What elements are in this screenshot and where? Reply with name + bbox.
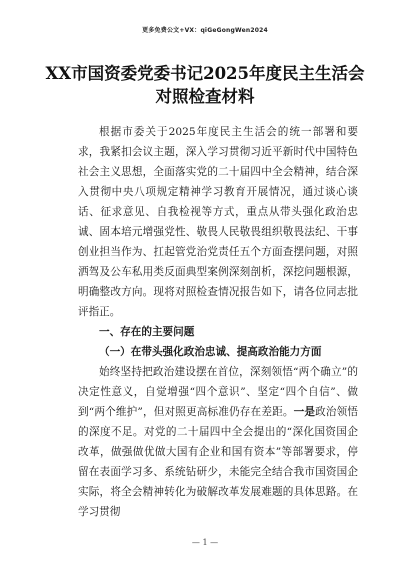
problems-text-before: 始终坚持把政治建设摆在首位，深刻领悟“两个确立”的决定性意义，自觉增强“四个意识”、坚定“四个自信”、做到“两个维护”，但对照更高标准仍存在差距。 (78, 366, 358, 418)
document-title: XX市国资委党委书记2025年度民主生活会对照检查材料 (45, 64, 365, 106)
section-heading-problems: 一、存在的主要问题 (99, 326, 195, 338)
page-number: — 1 — (191, 538, 219, 547)
intro-paragraph: 根据市委关于2025年度民主生活会的统一部署和要求，我紧扣会议主题，深入学习贯彻习近平新时代中国特色社会主义思想，全面落实党的二十届四中全会精神，结合深入贯彻中央八项规定精神学习教育开展情况，通过谈心谈话、征求意见、自我检视等方式，重点从带头强化政治忠诚、固本培元增强党性、敬畏人民敬畏组织敬畏法纪、干事创业担当作为、扛起管党治党责任五个方面查摆问题，对照洒驾及公车私用类反面典型案例深刻剖析，深挖问题根源，明确整改方向。现将对照检查情况报告如下，请各位同志批评指正。 (78, 126, 358, 318)
header-watermark: 更多免费公文+VX：qiGeGongWen2024 (142, 27, 268, 34)
subsection-heading-political-loyalty: （一）在带头强化政治忠诚、提高政治能力方面 (99, 346, 322, 358)
problems-paragraph (78, 362, 358, 522)
intro-block (78, 122, 358, 322)
point-marker-first: 一是 (293, 406, 316, 418)
problems-block (78, 362, 358, 522)
problems-text-after: 政治领悟的深度不足。对党的二十届四中全会提出的“深化国资国企改革，做强做优做大国有企业和国有资本”等部署要求，停留在表面学习多、系统钻研少，未能完全结合我市国资国企实际，将全会精神转化为破解改革发展难题的具体思路。在学习贯彻 (78, 406, 359, 518)
